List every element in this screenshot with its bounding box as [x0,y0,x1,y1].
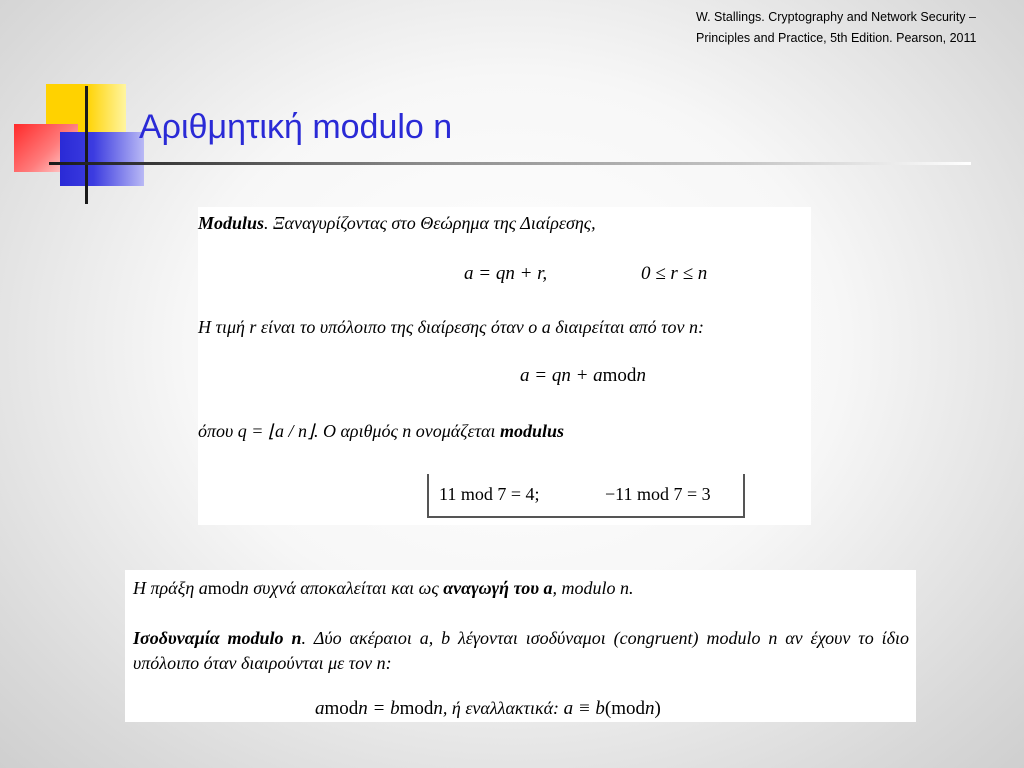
congruence-close: ) [654,698,661,719]
remainder-explanation: Η τιμή r είναι το υπόλοιπο της διαίρεσης όταν ο a διαιρείται από τον n: [198,317,705,337]
congruence-a: a [315,698,325,719]
reduction-n: n [239,578,249,598]
vertical-rule [85,86,88,204]
example-box [427,474,745,518]
modulus-definition-box [198,207,811,525]
reduction-suffix: , modulo n. [552,578,634,598]
reduction-prefix: Η πράξη [133,578,199,598]
congruence-alt-text: , ή εναλλακτικά: [442,698,564,718]
where-middle: . Ο αριθμός n ονομάζεται [313,421,500,441]
reduction-definition [133,578,634,599]
congruence-equiv: a ≡ b [563,698,605,719]
reduction-middle: συχνά αποκαλείται και ως [248,578,444,598]
title-underline [49,162,971,165]
congruence-middle: n = b [358,698,400,719]
congruence-mod-1: mod [324,698,359,719]
citation-line-2: Principles and Practice, 5th Edition. Pearson, 2011 [696,31,977,45]
division-equation: a = qn + r, [464,263,548,284]
congruence-n: n [433,698,443,719]
reduction-term: αναγωγή του a [443,578,553,598]
citation-line-1: W. Stallings. Cryptography and Network Security – [696,10,976,24]
example-positive: 11 mod 7 = 4; [439,484,540,504]
congruence-mod-2: mod [399,698,434,719]
example-negative: −11 mod 7 = 3 [605,484,711,504]
congruence-equation [315,698,661,720]
citation [696,7,1016,49]
slide-title: Αριθμητική modulo n [139,108,453,146]
modulus-definition-text: . Ξαναγυρίζοντας στο Θεώρημα της Διαίρεσης, [264,213,596,233]
modulus-definition-line [198,213,596,234]
mod-equation [520,365,646,387]
modulus-term-2: modulus [500,421,565,441]
congruence-paren: (mod [604,698,645,719]
remainder-range: 0 ≤ r ≤ n [641,263,708,284]
mod-operator: mod [602,365,637,386]
congruence-definition [133,626,909,676]
reduction-mod: mod [207,578,240,598]
blue-square-decoration [60,132,144,186]
title-decoration [0,0,150,210]
mod-equation-left: a = qn + a [520,365,603,386]
quotient-definition [198,421,564,442]
mod-equation-n: n [636,365,646,386]
congruence-paren-n: n [645,698,655,719]
where-prefix: όπου [198,421,238,441]
congruence-box [125,570,916,722]
modulus-term: Modulus [198,213,265,233]
congruence-text: . Δύο ακέραιοι a, b λέγονται ισοδύναμοι (congruent) modulo n αν έχουν το ίδιο υπόλοιπο όταν διαιρούνται με τον n: [133,628,909,673]
congruence-term: Ισοδυναμία modulo n [133,628,302,648]
floor-formula: q = ⌊a / n⌋ [237,421,314,441]
reduction-a: a [198,578,208,598]
